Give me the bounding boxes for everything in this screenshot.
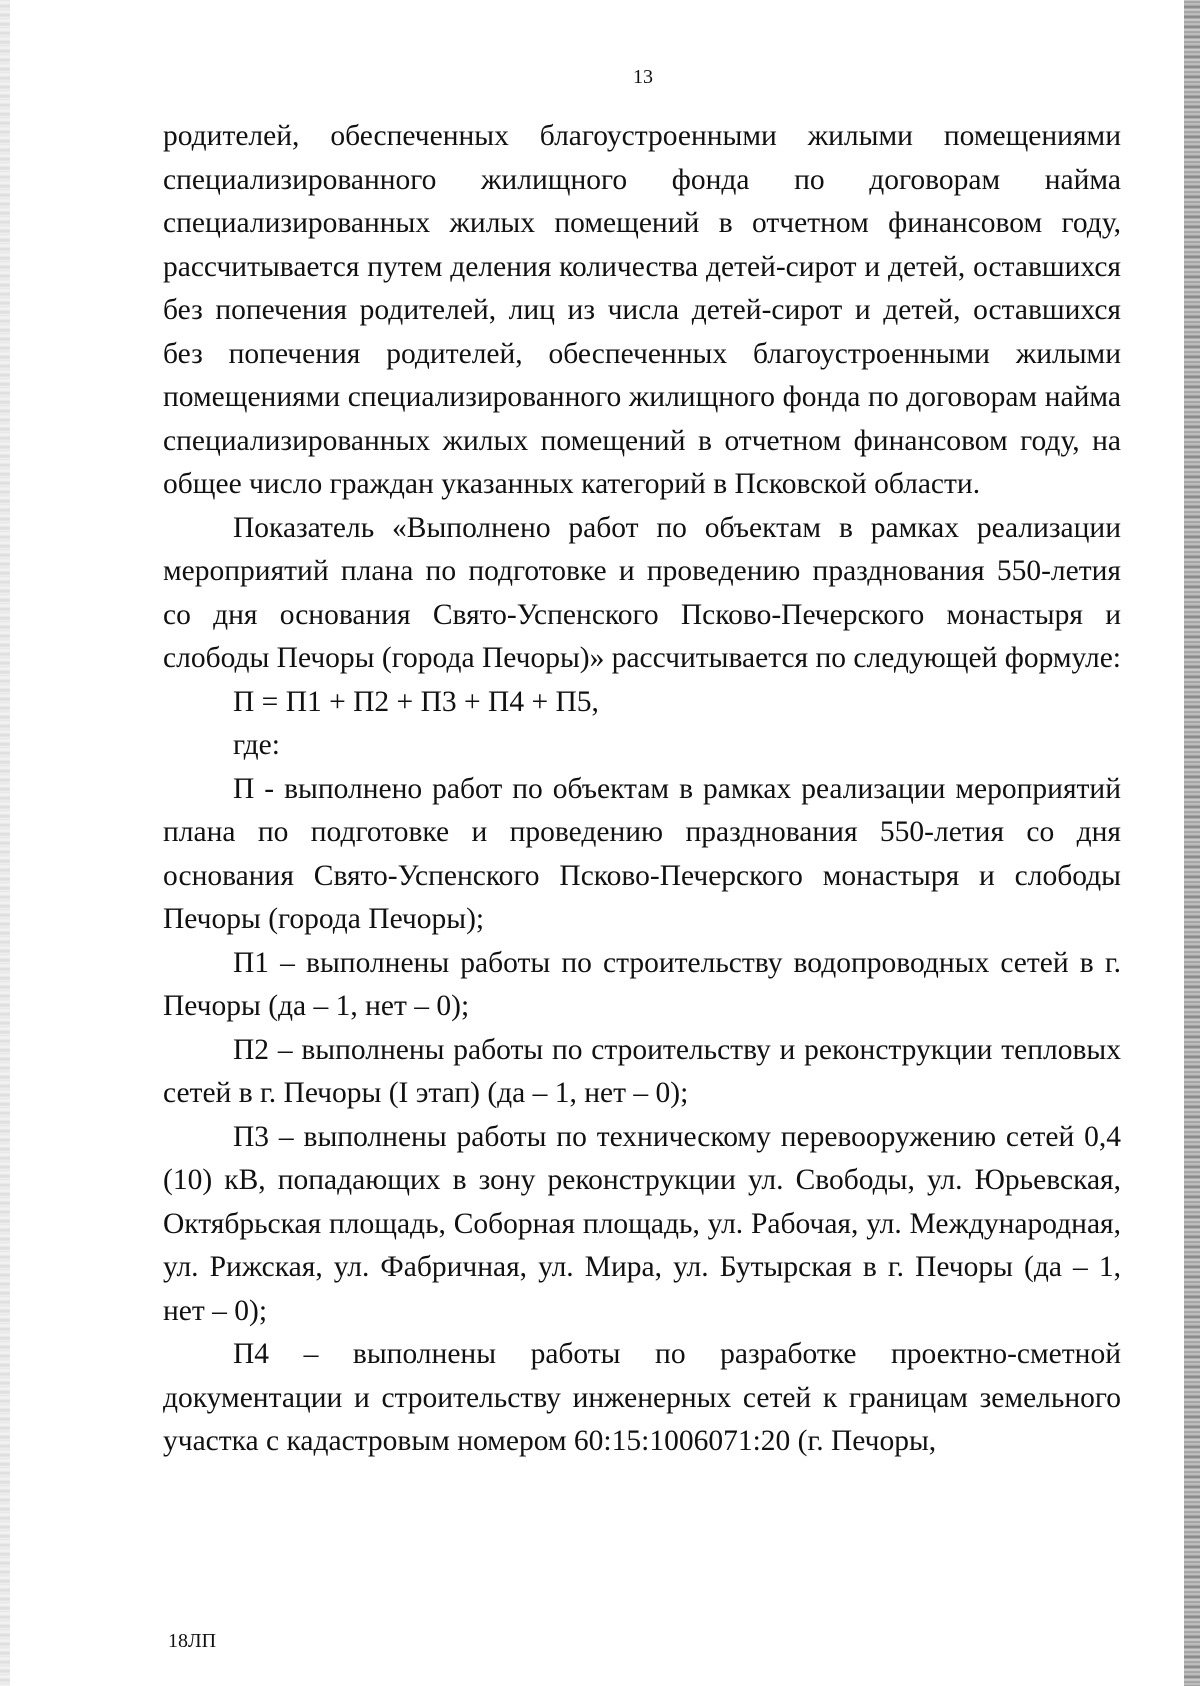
definition-p1: П1 – выполнены работы по строительству водопроводных сетей в г. Печоры (да – 1, нет – 0); — [163, 946, 1121, 1022]
definition-p2: П2 – выполнены работы по строительству и реконструкции тепловых сетей в г. Печоры (I этап) (да – 1, нет – 0); — [163, 1033, 1121, 1109]
page-number: 13 — [633, 66, 653, 88]
paragraph-continuation: родителей, обеспеченных благоустроенными жилыми помещениями специализированного жилищного фонда по договорам найма специализированных жилых помещений в отчетном финансовом году, рассчитывается путем деления количества детей-сирот и детей, оставшихся без попечения родителей, лиц из числа детей-сирот и детей, оставшихся без попечения родителей, обеспеченных благоустроенными жилыми помещениями специализированного жилищного фонда по договорам найма специализированных жилых помещений в отчетном финансовом году, на общее число граждан указанных категорий в Псковской области. — [163, 120, 1121, 500]
definition-p: П - выполнено работ по объектам в рамках реализации мероприятий плана по подготовке и проведению празднования 550-летия со дня основания Свято-Успенского Псково-Печерского монастыря и слободы Печоры (города Печоры); — [163, 772, 1121, 935]
formula-where: где: — [233, 729, 280, 761]
definition-p3: П3 – выполнены работы по техническому перевооружению сетей 0,4 (10) кВ, попадающих в зону реконструкции ул. Свободы, ул. Юрьевская, Октябрьская площадь, Соборная площадь, ул. Рабочая, ул. Международная, ул. Рижская, ул. Фабричная, ул. Мира, ул. Бутырская в г. Печоры (да – 1, нет – 0); — [163, 1120, 1121, 1327]
scan-edge-right — [1184, 0, 1200, 1686]
paragraph-indicator-definition: Показатель «Выполнено работ по объектам в рамках реализации мероприятий плана по подготовке и проведению празднования 550-летия со дня основания Свято-Успенского Псково-Печерского монастыря и слободы Печоры (города Печоры)» рассчитывается по следующей формуле: — [163, 511, 1122, 674]
scan-edge-left — [0, 0, 10, 1686]
document-body — [163, 115, 1121, 1464]
formula: П = П1 + П2 + П3 + П4 + П5, — [233, 685, 599, 718]
document-code: 18ЛП — [168, 1630, 217, 1652]
definition-p4: П4 – выполнены работы по разработке проектно-сметной документации и строительству инженерных сетей к границам земельного участка с кадастровым номером 60:15:1006071:20 (г. Печоры, — [163, 1338, 1121, 1457]
